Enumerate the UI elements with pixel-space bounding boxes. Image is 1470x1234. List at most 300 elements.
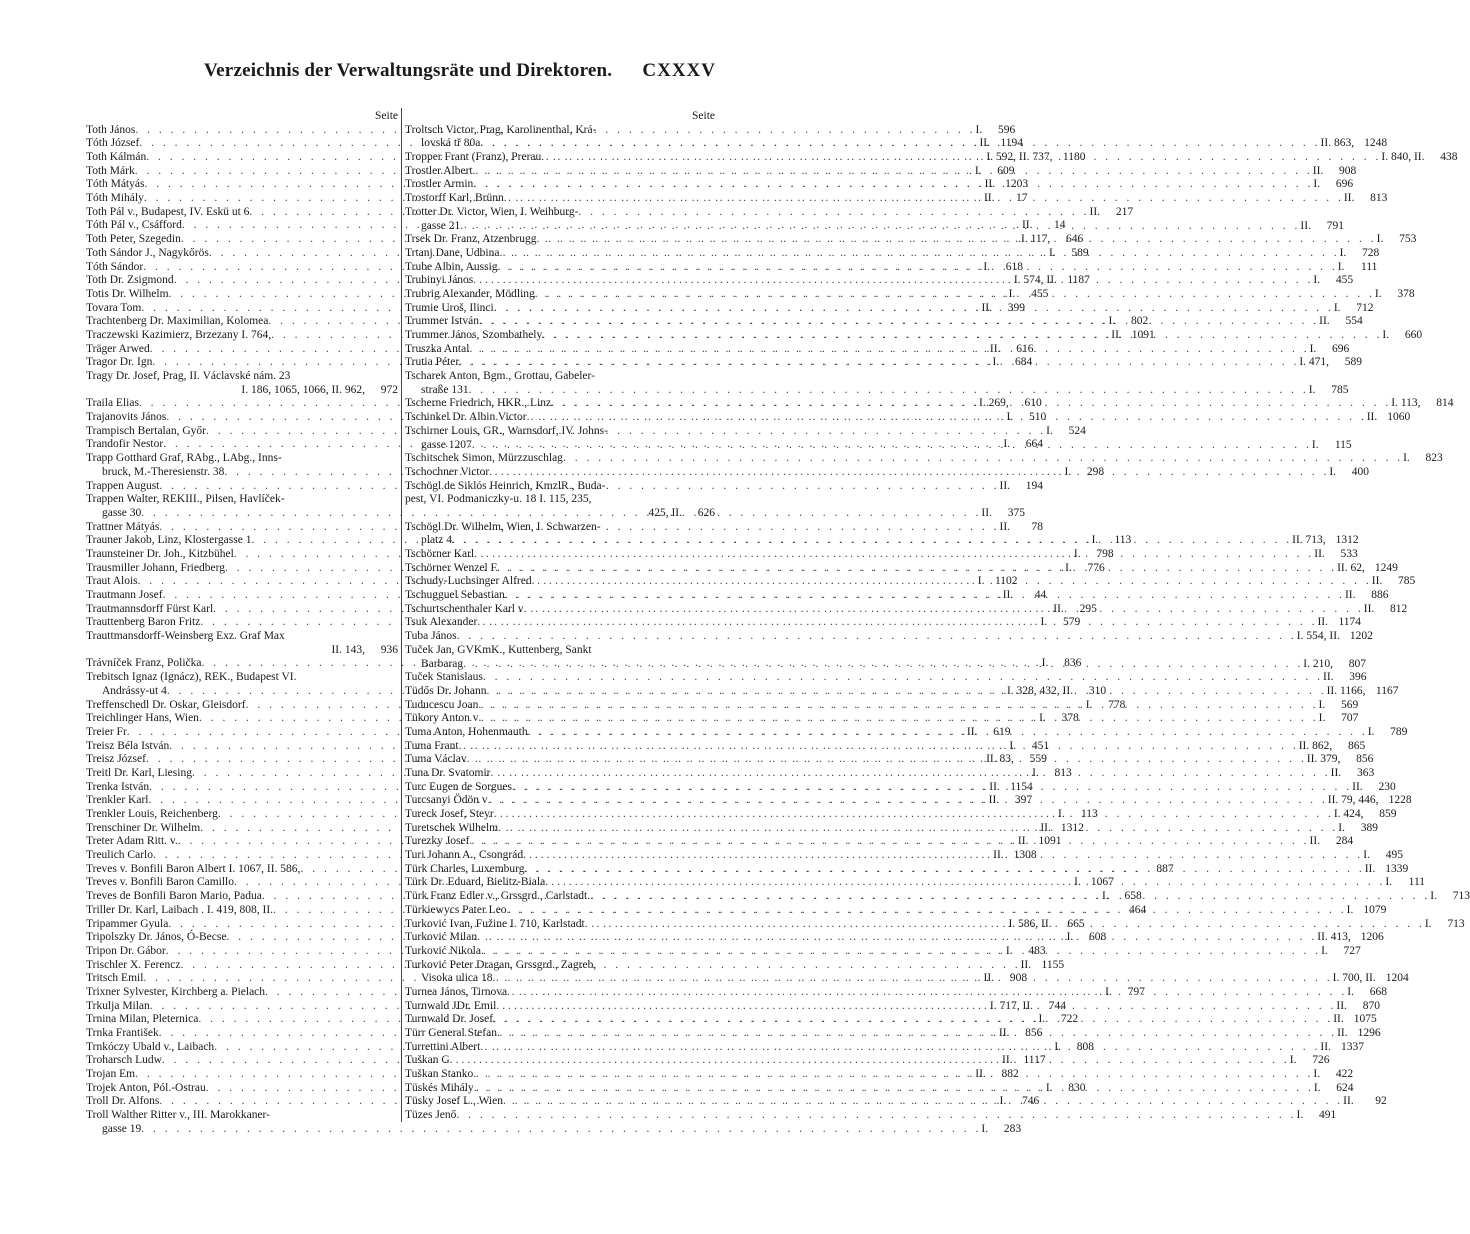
leader-dots xyxy=(505,589,1345,603)
entry-page: 887 xyxy=(1156,862,1174,875)
entry-name: Trnkóczy Ubald v., Laibach xyxy=(86,1040,215,1053)
entry-page: 596 xyxy=(997,123,1016,136)
leader-dots xyxy=(535,288,1375,302)
entry-volume-ref: I. xyxy=(1313,274,1321,287)
entry-page: 859 xyxy=(1379,808,1397,821)
entry-volume-ref: I. 210, xyxy=(1303,657,1333,670)
entry-name: Trautmann Josef xyxy=(86,589,163,602)
entry-page: 1079 xyxy=(1363,903,1387,916)
entry-name: Trappen August xyxy=(86,479,160,492)
entry-page: 814 xyxy=(1436,397,1454,410)
entry-page: 684 xyxy=(1014,356,1033,369)
leader-dots xyxy=(585,918,1425,932)
leader-dots xyxy=(496,1000,1336,1014)
entry-page: 78 xyxy=(1031,520,1044,533)
entry-volume-ref: I. xyxy=(999,1095,1007,1108)
entry-volume-ref: I. xyxy=(1039,712,1046,725)
index-entry xyxy=(86,370,398,397)
entry-page: 533 xyxy=(1340,547,1358,560)
entry-name: Tuma Václav xyxy=(405,753,467,766)
entry-page: 609 xyxy=(997,164,1015,177)
entry-page: 1337 xyxy=(1340,1040,1364,1053)
entry-name: Traunsteiner Dr. Joh., Kitzbühel xyxy=(86,547,234,560)
leader-dots xyxy=(480,137,1320,151)
entry-volume-ref: I. xyxy=(1046,424,1053,437)
entry-name: Trattner Mátyás xyxy=(86,520,160,533)
seite-label xyxy=(86,110,398,124)
leader-dots xyxy=(478,712,1318,726)
entry-page: 727 xyxy=(1343,944,1361,957)
entry-name: Tschinkel Dr. Albin Victor xyxy=(405,411,527,424)
entry-name: Trampisch Bertalan, Győr xyxy=(86,424,206,437)
leader-dots xyxy=(459,740,1299,754)
entry-name: Trenka István xyxy=(86,780,150,793)
entry-page: 776 xyxy=(1087,561,1105,574)
entry-continuation-text: gasse 19 xyxy=(102,1122,142,1135)
entry-page: 744 xyxy=(1048,999,1067,1012)
entry-continuation-text: Barbarag xyxy=(421,657,464,670)
entry-name: Tragor Dr. Ign xyxy=(86,356,153,369)
entry-continuation-text: gasse 21 xyxy=(421,219,461,232)
leader-dots xyxy=(452,534,1292,548)
leader-dots xyxy=(489,466,1329,480)
leader-dots xyxy=(488,794,1328,808)
entry-name: Tritsch Emil xyxy=(86,972,144,985)
index-entry xyxy=(405,480,715,521)
entry-volume-ref: I. xyxy=(1338,821,1345,834)
entry-volume-ref: II. xyxy=(1020,958,1032,971)
entry-name: Treffenschedl Dr. Oskar, Gleisdorf xyxy=(86,698,246,711)
entry-page: 870 xyxy=(1362,999,1380,1012)
entry-page: 111 xyxy=(1408,876,1426,889)
entry-name: Turi Johann A., Csongrád xyxy=(405,849,524,862)
entry-volume-ref: II. xyxy=(1352,780,1363,793)
entry-volume-ref: II. xyxy=(999,520,1011,533)
leader-dots xyxy=(498,822,1338,836)
entry-volume-ref: II. xyxy=(979,137,991,150)
leader-dots xyxy=(563,452,1403,466)
entry-volume-ref: I. xyxy=(1005,944,1013,957)
entry-page: 455 xyxy=(1335,274,1354,287)
entry-name: Trebitsch Ignaz (Ignácz), REK., Budapest VI. xyxy=(86,671,297,684)
entry-volume-ref: I. xyxy=(1339,246,1347,259)
leader-dots xyxy=(459,356,1299,370)
entry-volume-ref: I. xyxy=(1313,1068,1321,1081)
entry-page: 1308 xyxy=(1013,849,1037,862)
entry-page: 1248 xyxy=(1364,137,1388,150)
entry-page: 113 xyxy=(1114,534,1132,547)
entry-name: Trauttenberg Baron Fritz xyxy=(86,616,201,629)
entry-page: 865 xyxy=(1348,739,1366,752)
entry-page: 908 xyxy=(1009,972,1028,985)
entry-page: 707 xyxy=(1341,712,1359,725)
entry-name: Tschitschek Simon, Mürzzuschlag xyxy=(405,452,563,465)
entry-page: 283 xyxy=(1003,1122,1022,1135)
entry-page: 230 xyxy=(1378,780,1396,793)
entry-volume-ref: II. xyxy=(1002,589,1014,602)
entry-page: 808 xyxy=(1076,1040,1095,1053)
leader-dots xyxy=(473,178,1313,192)
entry-continuation-text: pest, VI. Podmaniczky-u. 18 I. 115, 235, xyxy=(405,493,592,506)
entry-volume-ref: I. xyxy=(1108,315,1116,328)
entry-name: Troll Dr. Alfons xyxy=(86,1095,160,1108)
entry-volume-ref: I. xyxy=(992,356,1000,369)
entry-volume-ref: II. xyxy=(1344,589,1356,602)
entry-name: Tükory Anton v xyxy=(405,712,479,725)
entry-volume-ref: II. xyxy=(1309,835,1321,848)
entry-name: Tuškan G xyxy=(405,1054,450,1067)
entry-name: Tüsky Josef L., Wien xyxy=(405,1095,504,1108)
entry-page: 936 xyxy=(380,643,398,656)
entry-volume-ref: I. 117, xyxy=(1021,233,1051,246)
entry-volume-ref: I. xyxy=(1367,725,1375,738)
entry-name: Trischler X. Ferencz xyxy=(86,958,181,971)
entry-volume-ref: I. xyxy=(981,1122,989,1135)
entry-name: Türk Charles, Luxemburg xyxy=(405,862,525,875)
entry-page: 1154 xyxy=(1010,780,1033,793)
entry-continuation-text: gasse 30 xyxy=(102,506,142,519)
entry-volume-ref: II. xyxy=(1363,602,1375,615)
entry-name: Tóth József xyxy=(86,137,140,150)
entry-volume-ref: II. xyxy=(989,780,1000,793)
entry-name: Trauttmansdorff-Weinsberg Exz. Graf Max xyxy=(86,630,285,643)
entry-page: 194 xyxy=(1025,479,1044,492)
entry-page: 295 xyxy=(1079,602,1097,615)
entry-page: 363 xyxy=(1356,766,1375,779)
entry-volume-ref: II. xyxy=(1343,1095,1354,1108)
entry-page: 464 xyxy=(1128,903,1147,916)
entry-page: 696 xyxy=(1335,178,1354,191)
entry-volume-ref: II. xyxy=(1337,1027,1348,1040)
entry-volume-ref: II. 379, xyxy=(1306,753,1341,766)
leader-dots xyxy=(469,384,1309,398)
entry-page: 618 xyxy=(1005,260,1024,273)
leader-dots xyxy=(507,986,1347,1000)
leader-dots xyxy=(528,726,1368,740)
entry-page: 1296 xyxy=(1357,1027,1381,1040)
entry-volume-ref: II. xyxy=(1053,602,1064,615)
leader-dots xyxy=(498,261,1338,275)
entry-volume-ref: I. 700, II. xyxy=(1332,972,1376,985)
entry-volume-ref: I. xyxy=(974,164,982,177)
entry-page: 813 xyxy=(1370,192,1388,205)
entry-page: 789 xyxy=(1390,725,1408,738)
entry-volume-ref: II. xyxy=(1322,671,1334,684)
entry-continuation xyxy=(86,384,398,398)
entry-name: Troll Walther Ritter v., III. Marokkaner- xyxy=(86,1109,270,1122)
entry-volume-ref: I. xyxy=(1313,1081,1321,1094)
entry-volume-ref: II. 62, xyxy=(1337,561,1365,574)
entry-volume-ref: II. xyxy=(1314,547,1325,560)
entry-page: 746 xyxy=(1021,1095,1040,1108)
entry-page: 1339 xyxy=(1385,862,1409,875)
entry-name: Tschörner Wenzel F xyxy=(405,561,497,574)
entry-continuation-text: Andrássy-ut 4 xyxy=(102,684,167,697)
entry-volume-ref: I. 113, xyxy=(1391,397,1421,410)
leader-dots xyxy=(499,247,1339,261)
entry-page: 1075 xyxy=(1353,1013,1377,1026)
entry-page: 886 xyxy=(1371,589,1389,602)
entry-volume-ref: II. xyxy=(1021,219,1033,232)
entry-name: Treisz József xyxy=(86,753,146,766)
leader-dots xyxy=(542,329,1382,343)
entry-volume-ref: I. xyxy=(1347,985,1354,998)
entry-name: Treitl Dr. Karl, Liesing xyxy=(86,766,192,779)
entry-volume-ref: I. xyxy=(1066,931,1074,944)
entry-page: 664 xyxy=(1025,438,1044,451)
entry-name: Treisz Béla István xyxy=(86,739,170,752)
entry-name: Tuček Stanislaus xyxy=(405,671,483,684)
entry-name: Turković Ivan, Fužine I. 710, Karlstadt xyxy=(405,917,585,930)
entry-volume-ref: 425, II. xyxy=(648,506,682,519)
entry-volume-ref: II. xyxy=(1002,1054,1013,1067)
entry-name: Turc Eugen de Sorgues xyxy=(405,780,513,793)
entry-volume-ref: I. xyxy=(1054,1040,1062,1053)
entry-name: Trappen Walter, REKIII., Pilsen, Havlíček- xyxy=(86,493,285,506)
seite-text: Seite xyxy=(692,110,715,122)
entry-name: Turetschek Wilhelm xyxy=(405,821,499,834)
leader-dots xyxy=(460,220,1300,234)
entry-name: Tragy Dr. Josef, Prag, II. Václavské nám. 23 xyxy=(86,370,291,383)
entry-page: 375 xyxy=(1007,506,1025,519)
entry-name: Trapp Gotthard Graf, RAbg., LAbg., Inns- xyxy=(86,452,282,465)
entry-page: 616 xyxy=(1016,342,1034,355)
entry-name: Turnea János, Tirnova xyxy=(405,985,508,998)
entry-name: Treier Fr xyxy=(86,725,127,738)
entry-volume-ref: I. xyxy=(1102,890,1109,903)
entry-name: Toth Sándor J., Nagykőrös xyxy=(86,246,209,259)
entry-name: Tuček Jan, GVKmK., Kuttenberg, Sankt xyxy=(405,643,592,656)
entry-name: Turković Peter Dragan, Grssgrd., Zagreb, xyxy=(405,958,597,971)
entry-volume-ref: I. 574, II. xyxy=(1013,274,1057,287)
entry-name: Turković Milan xyxy=(405,931,478,944)
entry-page: 823 xyxy=(1425,452,1443,465)
leader-dots xyxy=(469,835,1309,849)
entry-page: 624 xyxy=(1336,1081,1354,1094)
entry-name: Toth Pál v., Budapest, IV. Eskü ut 6 xyxy=(86,205,250,218)
entry-name: Tuškan Stanko xyxy=(405,1068,474,1081)
leader-dots xyxy=(497,562,1337,576)
entry-volume-ref: I. xyxy=(1038,1013,1046,1026)
leader-dots xyxy=(493,1013,1333,1027)
entry-name: Tureck Josef, Steyr xyxy=(405,808,494,821)
entry-volume-ref: I. xyxy=(1376,233,1384,246)
entry-page: 1155 xyxy=(1041,958,1065,971)
entry-volume-ref: II. xyxy=(1319,315,1330,328)
entry-name: Trummer István xyxy=(405,315,480,328)
entry-volume-ref: I. 586, II. xyxy=(1008,917,1052,930)
entry-name: Trausmiller Johann, Friedberg xyxy=(86,561,225,574)
entry-volume-ref: I. xyxy=(1318,698,1326,711)
leader-dots xyxy=(477,931,1317,945)
entry-page: 798 xyxy=(1096,547,1114,560)
entry-page: 554 xyxy=(1345,315,1363,328)
entry-volume-ref: I. xyxy=(1424,917,1432,930)
leader-dots xyxy=(545,876,1385,890)
entry-page: 665 xyxy=(1067,917,1085,930)
entry-volume-ref: I. xyxy=(1337,260,1345,273)
entry-name: Trajanovits János xyxy=(86,411,167,424)
entry-volume-ref: II. xyxy=(1111,328,1122,341)
entry-name: Türk Dr. Eduard, Bielitz-Biala xyxy=(405,876,546,889)
entry-continuation xyxy=(86,1122,1022,1137)
entry-page: 668 xyxy=(1369,985,1387,998)
leader-dots xyxy=(474,1082,1314,1096)
entry-volume-ref: II. xyxy=(981,506,992,519)
entry-volume-ref: II. xyxy=(1364,862,1376,875)
entry-volume-ref: II. xyxy=(1336,999,1347,1012)
leader-dots xyxy=(541,151,1381,165)
entry-page: 399 xyxy=(1007,301,1026,314)
entry-name: Tschirner Louis, GR., Warnsdorf, IV. Johns- xyxy=(405,424,608,437)
entry-page: 1249 xyxy=(1374,561,1398,574)
entry-name: Trauner Jakob, Linz, Klostergasse 1 xyxy=(86,534,252,547)
entry-continuation xyxy=(405,493,715,507)
entry-page: 807 xyxy=(1348,657,1366,670)
leader-dots xyxy=(493,972,1333,986)
entry-page: 1174 xyxy=(1338,616,1362,629)
entry-name: Trostler Armin xyxy=(405,178,474,191)
leader-dots xyxy=(456,1109,1296,1123)
entry-name: Treter Adam Ritt. v. xyxy=(86,835,178,848)
page-title: Verzeichnis der Verwaltungsräte und Direktoren. xyxy=(204,60,613,81)
entry-continuation-text: bruck, M.-Theresienstr. 38 xyxy=(102,465,225,478)
entry-volume-ref: I. xyxy=(1041,657,1049,670)
entry-name: Tschörner Karl xyxy=(405,547,475,560)
entry-name: Tovara Tom xyxy=(86,301,142,314)
entry-page: 495 xyxy=(1385,849,1403,862)
index-entry xyxy=(405,671,1367,685)
entry-page: 17 xyxy=(1016,192,1028,205)
entry-page: 1167 xyxy=(1375,684,1399,697)
entry-volume-ref: II. xyxy=(1040,821,1051,834)
entry-name: Trumie Uroš, Ilinci xyxy=(405,301,494,314)
entry-volume-ref: I. xyxy=(1065,561,1072,574)
entry-volume-ref: II. xyxy=(1333,1013,1344,1026)
entry-volume-ref: II. xyxy=(1317,616,1329,629)
leader-dots xyxy=(486,685,1326,699)
entry-page: 626 xyxy=(697,506,715,519)
entry-name: Tscharek Anton, Bgm., Grottau, Gabeler- xyxy=(405,370,595,383)
entry-page: 619 xyxy=(993,725,1011,738)
leader-dots xyxy=(497,1027,1337,1041)
entry-page: 559 xyxy=(1029,753,1047,766)
entry-page: 113 xyxy=(1080,808,1098,821)
entry-page: 813 xyxy=(1054,766,1072,779)
entry-volume-ref: I. xyxy=(1363,849,1370,862)
entry-volume-ref: I. xyxy=(1073,547,1081,560)
entry-name: Türkiewycs Pater Leo xyxy=(405,903,507,916)
leader-dots xyxy=(504,192,1344,206)
entry-page: 908 xyxy=(1339,164,1357,177)
leader-dots xyxy=(512,781,1352,795)
entry-volume-ref: I. xyxy=(1321,944,1328,957)
entry-volume-ref: I. 328, 432, II. xyxy=(1006,684,1074,697)
entry-name: Tuducescu Joan xyxy=(405,698,479,711)
entry-volume-ref: II. xyxy=(1320,1040,1331,1053)
entry-name: Turezky Josef xyxy=(405,835,470,848)
entry-page: 836 xyxy=(1064,657,1082,670)
entry-name: Tüskés Mihály xyxy=(405,1081,474,1094)
entry-volume-ref: II. xyxy=(1017,835,1029,848)
leader-dots xyxy=(481,945,1321,959)
entry-volume-ref: II. 863, xyxy=(1320,137,1355,150)
entry-page: 1180 xyxy=(1062,151,1086,164)
entry-page: 726 xyxy=(1312,1054,1330,1067)
entry-volume-ref: II. xyxy=(1371,575,1383,588)
entry-name: Truszka Antal xyxy=(405,342,470,355)
entry-volume-ref: I. xyxy=(975,123,983,136)
entry-page: 1187 xyxy=(1067,274,1090,287)
entry-page: 1067 xyxy=(1090,876,1114,889)
entry-volume-ref: II. xyxy=(983,972,995,985)
entry-name: Trenschiner Dr. Wilhelm xyxy=(86,821,201,834)
entry-volume-ref: I. xyxy=(1382,328,1390,341)
leader-dots xyxy=(551,397,1391,411)
leader-dots xyxy=(467,753,1307,767)
entry-name: Toth Peter, Szegedin xyxy=(86,233,181,246)
entry-page: 111 xyxy=(1361,260,1378,273)
leader-dots xyxy=(478,699,1318,713)
entry-volume-ref: I. xyxy=(1309,342,1317,355)
entry-page: 1091 xyxy=(1038,835,1062,848)
leader-dots xyxy=(141,1123,981,1137)
entry-page: 1203 xyxy=(1005,178,1029,191)
entry-page: 217 xyxy=(1115,205,1134,218)
entry-continuation-text: platz 4 xyxy=(421,534,452,547)
entry-name: Toth Dr. Zsigmond xyxy=(86,274,174,287)
entry-continuation xyxy=(405,383,1349,398)
entry-name: Totis Dr. Wilhelm xyxy=(86,287,169,300)
entry-page: 830 xyxy=(1068,1081,1086,1094)
entry-volume-ref: II. xyxy=(1312,164,1324,177)
leader-dots xyxy=(525,863,1365,877)
entry-page: 1312 xyxy=(1335,534,1359,547)
entry-name: Trenkler Karl xyxy=(86,794,149,807)
entry-name: Träger Arwed xyxy=(86,342,150,355)
entry-page: 1312 xyxy=(1060,821,1084,834)
entry-page: 378 xyxy=(1397,287,1415,300)
entry-volume-ref: I. xyxy=(1058,808,1065,821)
entry-volume-ref: II. 713, xyxy=(1292,534,1326,547)
entry-page: 14 xyxy=(1054,219,1066,232)
entry-volume-ref: I. xyxy=(1289,1054,1297,1067)
entry-volume-ref: II. xyxy=(1089,205,1101,218)
entry-volume-ref: I. xyxy=(1403,452,1410,465)
entry-volume-ref: II. xyxy=(966,725,978,738)
entry-name: Trenkler Louis, Reichenberg xyxy=(86,808,218,821)
entry-name: Tschögl de Siklós Heinrich, KmzlR., Buda- xyxy=(405,479,606,492)
entry-page: 856 xyxy=(1356,753,1374,766)
entry-volume-ref: I. xyxy=(1313,178,1321,191)
entry-page: 589 xyxy=(1344,356,1363,369)
page-header xyxy=(86,58,716,88)
entry-page: 753 xyxy=(1399,233,1417,246)
entry-volume-ref: I. 424, xyxy=(1333,808,1364,821)
entry-volume-ref: II. xyxy=(981,301,993,314)
entry-name: Tuba János xyxy=(405,630,457,643)
entry-volume-ref: I. xyxy=(1048,246,1056,259)
entry-page: 785 xyxy=(1398,575,1416,588)
entry-volume-ref: I. xyxy=(1333,301,1341,314)
entry-continuation xyxy=(405,507,715,521)
entry-page: 658 xyxy=(1124,890,1142,903)
entry-volume-ref: I. xyxy=(983,260,991,273)
entry-volume-ref: I. xyxy=(1085,698,1093,711)
entry-volume-ref: II. 413, xyxy=(1317,931,1351,944)
entry-name: Traczewski Kazimierz, Brzezany I. 764, xyxy=(86,328,272,341)
entry-name: Trojan Em xyxy=(86,1068,136,1081)
